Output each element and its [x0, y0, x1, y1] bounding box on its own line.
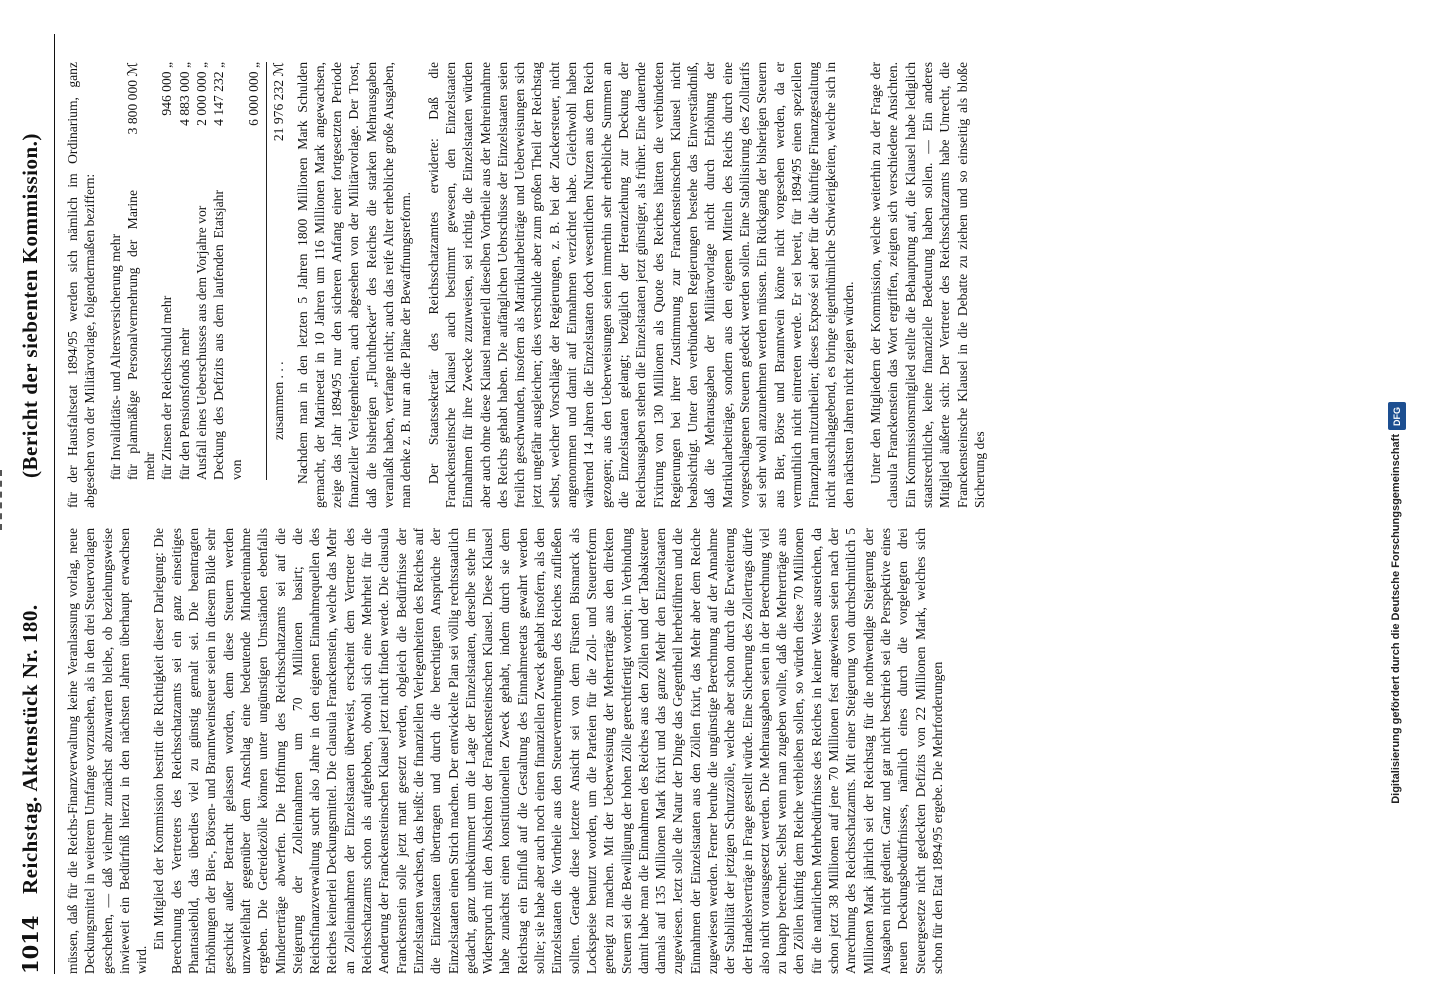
budget-label [245, 182, 262, 480]
budget-amount: 4 883 000 „ [176, 62, 192, 126]
budget-amount: 4 147 232 „ [211, 62, 227, 126]
budget-label: für Zinsen der Reichsschuld mehr [159, 295, 175, 480]
page-number: 1014 [18, 915, 43, 974]
text-column-right [64, 62, 1362, 508]
paragraph: Der Staatssekretär des Reichsschatzamtes erwiderte: Daß die Franckensteinsche Klausel auch bestimmt gewesen, den Einzelstaaten Einnahmen für ihre Zwecke zuzuweisen, sei richtig, die Einzelstaaten würden aber auch ohne diese Klausel materiell dieselben Vortheile aus der Mehreinnahme des Reichs gehabt haben. Die aufänglichen Uebrschüsse der Einzelstaaten seien freilich geschwunden, insofern als Matrikularbeiträge und Ueberweisungen sich jetzt ungefähr ausgleichen; dies verschulde aber zum großen Theil der Reichstag selbst, welcher Vorschläge der Regierungen, z. B. bei der Zuckersteuer, nicht angenommen und damit auf Einnahmen verzichtet habe. Gleichwohl haben während 14 Jahren die Einzelstaaten doch wesentlichen Nutzen aus dem Reich gezogen; aus den Ueberweisungen seien immerhin sehr erhebliche Summen an die Einzelstaaten gelangt; bezüglich der Heranziehung zur Deckung der Reichsausgaben stehen die Einzelstaaten jetzt günstiger, als früher. Eine dauernde Fixirung von 130 Millionen als Quote des Reiches hätten die verbündeten Regierungen bei ihrer Zustimmung zur Franckensteinschen Klausel nicht beabsichtigt. Unter den verbündeten Regierungen bestehe das Einverständniß, daß die Mehrausgaben der Militärvorlage nicht durch Erhöhung der Matrikularbeiträge, sondern aus den eigenen Mitteln des Reichs durch eine vorgeschlagenen Steuern gedeckt werden sollen. Eine Stabilisirung des Zolltarifs sei sehr wohl anzunehmen werden müssen. Ein Rückgang der bisherigen Steuern aus Bier, Börse und Branntwein könne nicht vorgesehen werden, da er vermuthlich nicht eintreten werde. Er sei bereit, für 1894/95 einen speziellen Finanzplan mitzutheilen; dieses Exposé sei aber für die künftige Finanzgestaltung nicht ausschlaggebend, es bringe eigenthümliche Schwierigkeiten, welche sich in den nächsten Jahren nicht zeigen würden. [425, 62, 856, 508]
header-right-title: (Bericht der siebenten Kommission.) [18, 133, 42, 478]
budget-total-row [266, 62, 287, 480]
dfg-logo-icon [1388, 402, 1406, 430]
paragraph: Nachdem man in den letzten 5 Jahren 1800 Millionen Mark Schulden gemacht, der Marineetat in 10 Jahren um 116 Millionen Mark angewachsen, zeige das Jahr 1894/95 nur den sicheren Anfang einer fortgesetzten Periode finanzieller Verlegenheiten, auch abgesehen von der Militärvorlage. Der Trost, daß die bisherigen „Fluchthecker“ des Reiches die starken Mehrausgaben veranlaßt haben, verfange nicht; auch das reife Alter erhebliche große Ausgaben, man denke z. B. nur an die Pläne der Bewaffnungsreform. [294, 62, 414, 508]
budget-amount: 6 000 000 „ [245, 62, 261, 126]
budget-row [158, 62, 175, 480]
budget-amount: 2 000 000 „ [194, 62, 210, 126]
page-header [14, 34, 55, 974]
budget-label: für Invaliditäts- und Altersversicherung mehr [107, 233, 123, 480]
budget-total-label: zusammen . . . [271, 361, 287, 440]
paragraph: für der Hausfaltsetat 1894/95 werden sich nämlich im Ordinarium, ganz abgesehen von der Militärvorlage, folgendermaßen beziffern: [65, 62, 98, 508]
budget-amount: 946 000 „ [159, 62, 175, 116]
budget-total-amount: 21 976 232 ℳ [271, 62, 287, 142]
paragraph: Ein Mitglied der Kommission bestritt die Richtigkeit dieser Darlegung: Die Berechnung des Vertreters des Reichsschatzamts sei ein ganz einseitiges Phantasiebild, das überdies viel zu günstig gemalt sei. Die beantragten Erhöhungen der Bier-, Börsen- und Branntweinsteuer seien in diesem Bilde sehr geschickt außer Betracht gelassen worden, denn diese Steuern werden unzweifelhaft gegenüber dem Anschlag eine bedeutende Mindereinnahme ergeben. Die Getreidezölle können unter ungünstigen Umständen ebenfalls Mindererträge abwerfen. Die Hoffnung des Reichsschatzamts sei auf die Steigerung der Zolleinnahmen um 70 Millionen basirt; die Reichsfinanzverwaltung sucht also Jahre in den eigenen Einnahmequellen des Reiches keinerlei Deckungsmittel. Die clausula Franckenstein, welche das Mehr an Zolleinnahmen der Einzelstaaten überweist, erscheint dem Vertreter des Reichsschatzamts schon als aufgehoben, obwohl sich eine Mehrheit für die Aenderung der Franckensteinschen Klausel jetzt nicht finden werde. Die clausula Franckenstein solle jetzt matt gesetzt werden, obgleich die Bedürfnisse der Einzelstaaten wachsen, das heißt: die finanziellen Verlegenheiten des Reiches auf die Einzelstaaten übertragen und durch die berechtigten Ansprüche der Einzelstaaten einen Strich machen. Der entwickelte Plan sei völlig rechtsstaatlich gedacht, ganz unbekümmert um die Lage der Einzelstaaten, derselbe stehe im Widerspruch mit den Absichten der Franckensteinschen Klausel. Diese Klausel habe zunächst einen konstitutionellen Zweck gehabt, indem durch sie dem Reichstag ein Einfluß auf die Gestaltung des Einnahmeetats gewahrt werden sollte; sie habe aber auch noch einen finanziellen Zweck gehabt insofern, als den Einzelstaaten die Vortheile aus den Steuervermehrungen des Reiches zufließen sollten. Gerade diese letztere Ansicht sei von dem Fürsten Bismarck als Lockspeise benutzt worden, um die Parteien für die Zoll- und Steuerreform geneigt zu machen. Mit der Ueberweisung der Mehrerträge aus den direkten Steuern sei die Bewilligung der hohen Zölle gerechtfertigt worden; in Verbindung damit habe man die Einnahmen des Reiches aus den Zöllen und der Tabaksteuer damals auf 135 Millionen Mark fixirt und das ganze Mehr den Einzelstaaten zugewiesen. Jetzt solle die Natur der Dinge das Gegentheil herbeiführen und die Einnahmen der Einzelstaaten aus den Zöllen fixirt, das Mehr aber dem Reiche zugewiesen werden. Ferner beruhe die ungünstige Berechnung auf der Annahme der Stabilität der jetzigen Schutzzölle, welche aber schon durch die Erweiterung der Handelsverträge in Frage gestellt würde. Eine Sicherung des Zollertrags dürfe also nicht vorausgesetzt werden. Die Mehrausgaben seien in der Berechnung viel zu knapp berechnet. Selbst wenn man zugeben wollte, daß die Mehrerträge aus den Zöllen künftig dem Reiche verbleiben sollen, so würden diese 70 Millionen für die natürlichen Mehrbedürfnisse des Reiches in keiner Weise ausreichen, da schon jetzt 38 Millionen auf jene 70 Millionen fest angewiesen seien nach der Anrechnung des Reichsschatzamts. Mit einer Steigerung von durchschnittlich 5 Millionen Mark jährlich sei der Reichstag für die nothwendige Steigerung der Ausgaben nicht gedient. Ganz und gar nicht beschrieb sei die Perspektive eines neuen Deckungsbedürfnisses, nämlich eines durch die vorgelegten drei Steuergesetze nicht gedeckten Defizits von 22 Millionen Mark, welches sich schon für den Etat 1894/95 ergebe. Die Mehrforderungen [151, 528, 945, 974]
budget-row [124, 62, 159, 480]
budget-table [107, 62, 288, 480]
budget-row [193, 62, 210, 480]
paragraph: müssen, daß für die Reichs-Finanzverwaltung keine Veranlassung vorlag, neue Deckungsmittel in weiterem Umfange vorzusehen, als in den drei Steuervorlagen geschehen, — daß vielmehr zunächst abzuwarten bleibe, ob beziehungsweise inwieweit ein Bedürfniß hierzu in den nächsten Jahren überhaupt erwachsen wird. [65, 528, 150, 974]
budget-label: Ausfall eines Ueberschusses aus dem Vorjahre vor [194, 205, 210, 480]
budget-row [176, 62, 193, 480]
text-column-left [64, 528, 1362, 974]
credit-text: Digitalisierung gefördert durch die Deutsche Forschungsgemeinschaft [1390, 434, 1402, 804]
budget-label: für den Pensionsfonds mehr [176, 327, 192, 480]
budget-row [107, 62, 124, 480]
paragraph: Unter den Mitgliedern der Kommission, welche weiterhin zu der Frage der clausula Franckenstein das Wort ergriffen, zeigten sich verschiedene Ansichten. Ein Kommissionsmitglied stellte die Behauptung auf, die Klausel habe lediglich staatsrechtliche, keine finanzielle Bedeutung haben sollen. — Ein anderes Mitglied äußerte sich: Der Vertreter des Reichsschatzamts habe Unrecht, die Franckensteinsche Klausel in die Debatte zu ziehen und so einseitig als bloße Sicherung des [868, 62, 987, 508]
budget-amount [107, 62, 124, 182]
budget-amount: 3 800 000 ℳ [124, 62, 140, 135]
header-left-title: Reichstag. Aktenstück Nr. 180. [18, 604, 42, 894]
budget-label: für planmäßige Personalvermehrung der Marine mehr [124, 190, 158, 480]
digitization-credit [1392, 394, 1412, 994]
budget-row [210, 62, 245, 480]
budget-label: Deckung des Defizits aus dem laufenden Etatsjahr von [211, 190, 244, 480]
budget-row [245, 62, 262, 480]
scan-artifact [0, 470, 10, 530]
dfg-logo-text: DFG [1392, 406, 1402, 426]
